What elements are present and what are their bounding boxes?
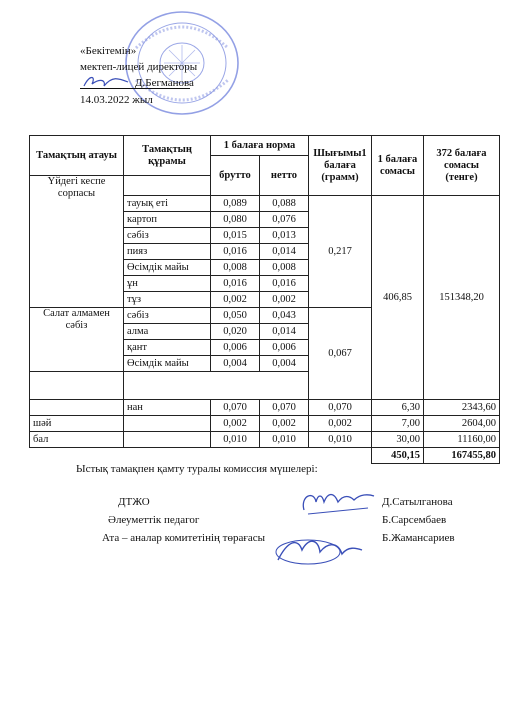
director-signature <box>82 72 132 92</box>
ingredient-cell: Өсімдік майы <box>124 356 211 372</box>
commission-signature-2 <box>268 530 368 570</box>
netto-cell: 0,004 <box>260 356 309 372</box>
role-social-pedagogue: Әлеуметтік педагог <box>108 514 200 526</box>
brutto-cell: 0,015 <box>211 228 260 244</box>
output-cell: 0,070 <box>309 400 372 416</box>
cost-total-cell: 11160,00 <box>424 432 500 448</box>
netto-cell: 0,016 <box>260 276 309 292</box>
ingredient-cell: сәбіз <box>124 228 211 244</box>
cost-total-cell: 2604,00 <box>424 416 500 432</box>
brutto-cell: 0,006 <box>211 340 260 356</box>
brutto-cell: 0,002 <box>211 292 260 308</box>
cost-total-value: 151348,20 <box>424 196 500 400</box>
brutto-cell: 0,002 <box>211 416 260 432</box>
cost-one-cell: 6,30 <box>372 400 424 416</box>
ingredient-cell: картоп <box>124 212 211 228</box>
approval-line-2: мектеп-лицей директоры <box>80 61 198 73</box>
member-name-2: Б.Сарсембаев <box>382 514 447 526</box>
brutto-cell: 0,080 <box>211 212 260 228</box>
brutto-cell: 0,020 <box>211 324 260 340</box>
spacer-cell <box>124 176 211 196</box>
ingredient-cell: ұн <box>124 276 211 292</box>
netto-cell: 0,014 <box>260 324 309 340</box>
header-cost-total: 372 балаға сомасы (тенге) <box>424 136 500 196</box>
header-cost-one: 1 балаға сомасы <box>372 136 424 196</box>
extra-item <box>124 416 211 432</box>
extra-name: бал <box>30 432 124 448</box>
netto-cell: 0,002 <box>260 292 309 308</box>
commission-signature-1 <box>298 488 378 518</box>
brutto-cell: 0,008 <box>211 260 260 276</box>
ingredient-cell: сәбіз <box>124 308 211 324</box>
netto-cell: 0,070 <box>260 400 309 416</box>
menu-table <box>29 135 500 464</box>
brutto-cell: 0,016 <box>211 244 260 260</box>
approval-line-1: «Бекітемін» <box>80 45 137 57</box>
brutto-cell: 0,010 <box>211 432 260 448</box>
ingredient-cell: Өсімдік майы <box>124 260 211 276</box>
ingredient-cell: алма <box>124 324 211 340</box>
extra-item <box>124 432 211 448</box>
netto-cell: 0,076 <box>260 212 309 228</box>
dish1-name: Үйдегі кеспе сорпасы <box>30 176 124 308</box>
header-norm: 1 балаға норма <box>211 136 309 156</box>
cost-one-cell: 30,00 <box>372 432 424 448</box>
ingredient-cell: тауық еті <box>124 196 211 212</box>
dish2-name: Салат алмамен сәбіз <box>30 308 124 372</box>
commission-title: Ыстық тамақпен қамту туралы комиссия мүшелері: <box>76 463 318 475</box>
dish2-output: 0,067 <box>309 308 372 400</box>
header-brutto: брутто <box>211 156 260 196</box>
netto-cell: 0,013 <box>260 228 309 244</box>
brutto-cell: 0,016 <box>211 276 260 292</box>
ingredient-cell: қант <box>124 340 211 356</box>
netto-cell: 0,006 <box>260 340 309 356</box>
netto-cell: 0,002 <box>260 416 309 432</box>
ingredient-cell: пияз <box>124 244 211 260</box>
blank-cell <box>124 372 309 400</box>
approval-date: 14.03.2022 жыл <box>80 94 153 106</box>
header-output: Шығымы1 балаға (грамм) <box>309 136 372 196</box>
netto-cell: 0,043 <box>260 308 309 324</box>
dish1-output: 0,217 <box>309 196 372 308</box>
output-cell: 0,002 <box>309 416 372 432</box>
cost-total-cell: 2343,60 <box>424 400 500 416</box>
brutto-cell: 0,070 <box>211 400 260 416</box>
netto-cell: 0,088 <box>260 196 309 212</box>
role-parent-committee-chair: Ата – аналар комитетінің төрағасы <box>102 532 266 544</box>
total-all: 167455,80 <box>424 448 500 464</box>
cost-one-cell: 7,00 <box>372 416 424 432</box>
netto-cell: 0,008 <box>260 260 309 276</box>
approval-director-name: Д.Бегманова <box>135 77 194 89</box>
blank-cell <box>30 372 124 400</box>
total-one: 450,15 <box>372 448 424 464</box>
extra-item: нан <box>124 400 211 416</box>
member-name-1: Д.Сатылганова <box>382 496 453 508</box>
extra-name: шәй <box>30 416 124 432</box>
header-composition: Тамақтың құрамы <box>124 136 211 176</box>
header-netto: нетто <box>260 156 309 196</box>
brutto-cell: 0,004 <box>211 356 260 372</box>
member-name-3: Б.Жамансариев <box>382 532 455 544</box>
role-dtzho: ДТЖО <box>118 496 150 508</box>
netto-cell: 0,010 <box>260 432 309 448</box>
header-dish-name: Тамақтың атауы <box>30 136 124 176</box>
netto-cell: 0,014 <box>260 244 309 260</box>
brutto-cell: 0,089 <box>211 196 260 212</box>
cost-one-value: 406,85 <box>372 196 424 400</box>
extra-name <box>30 400 124 416</box>
output-cell: 0,010 <box>309 432 372 448</box>
ingredient-cell: тұз <box>124 292 211 308</box>
brutto-cell: 0,050 <box>211 308 260 324</box>
